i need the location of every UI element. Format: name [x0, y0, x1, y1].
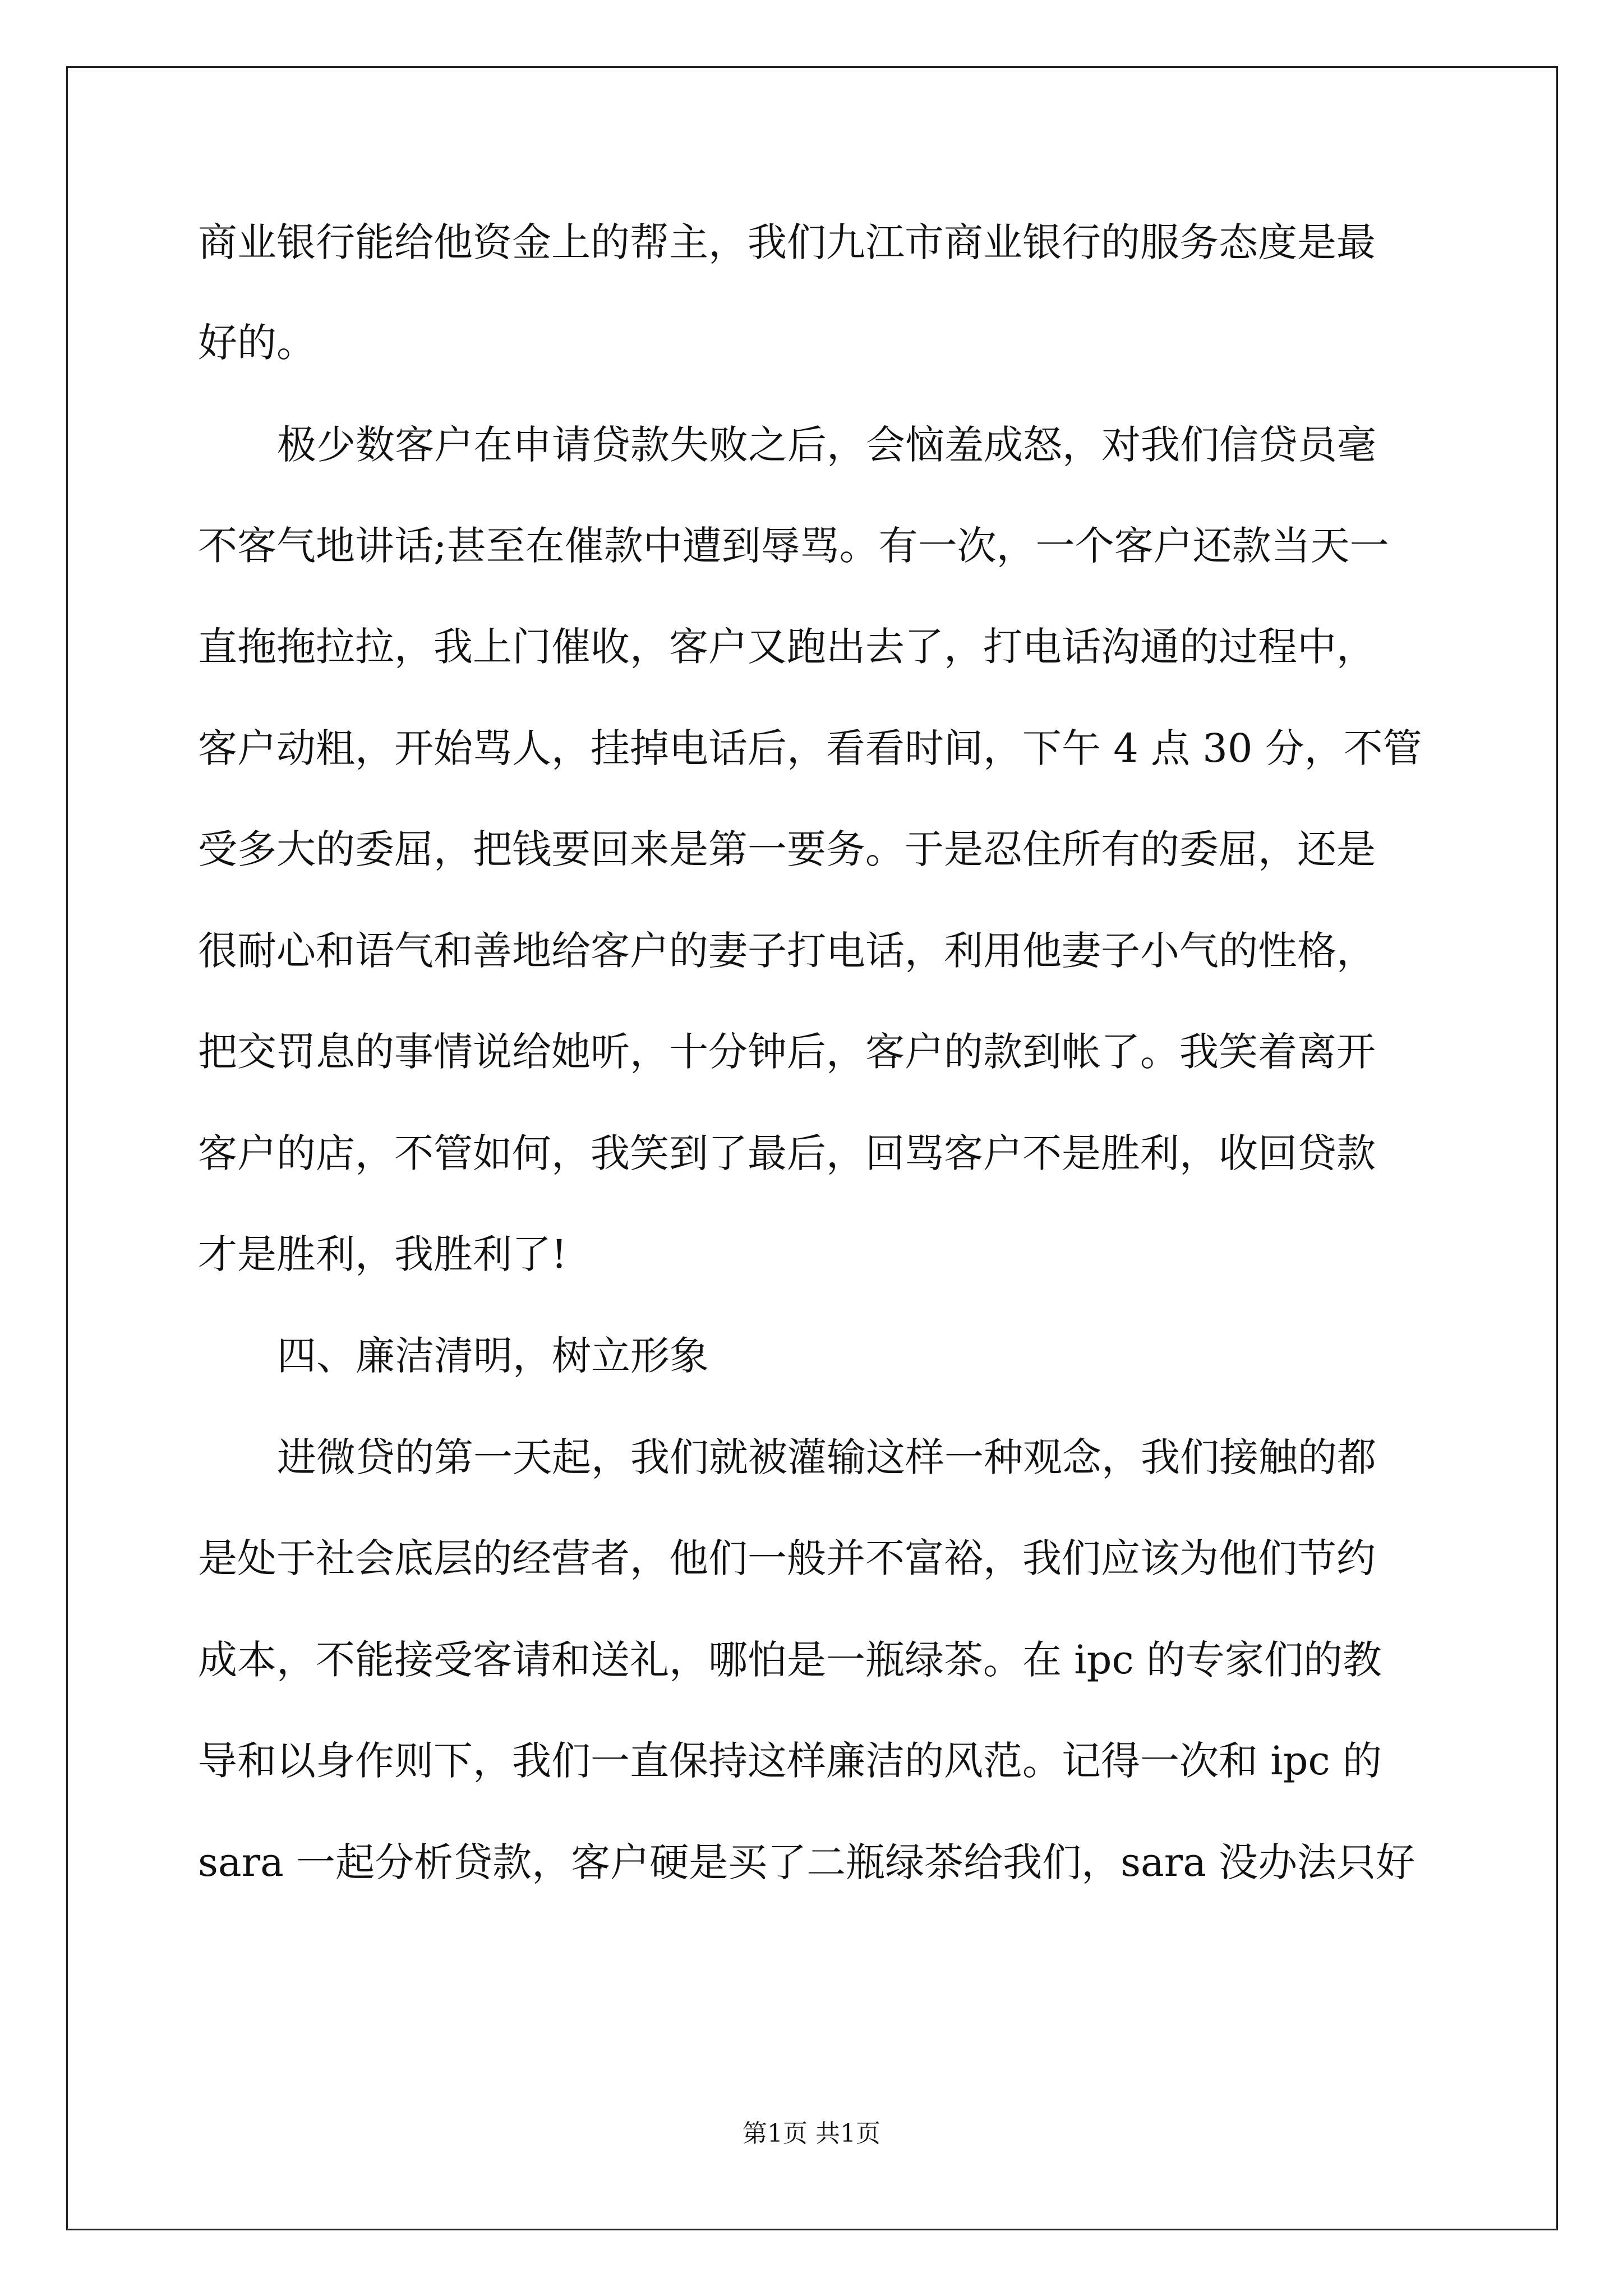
- page-footer: 第1页 共1页: [743, 2119, 880, 2148]
- text-line: 好的。: [198, 320, 316, 366]
- section-heading: 四、廉洁清明，树立形象: [277, 1333, 709, 1379]
- text-line: 把交罚息的事情说给她听，十分钟后，客户的款到帐了。我笑着离开: [198, 1029, 1376, 1075]
- text-line: 客户的店，不管如何，我笑到了最后，回骂客户不是胜利，收回贷款: [198, 1130, 1376, 1176]
- text-line: 直拖拖拉拉，我上门催收，客户又跑出去了，打电话沟通的过程中，: [198, 624, 1376, 670]
- text-line: 商业银行能给他资金上的帮主，我们九江市商业银行的服务态度是最: [198, 219, 1376, 265]
- text-line: 很耐心和语气和善地给客户的妻子打电话，利用他妻子小气的性格，: [198, 928, 1376, 974]
- text-line: 导和以身作则下，我们一直保持这样廉洁的风范。记得一次和 ipc 的: [198, 1738, 1382, 1784]
- text-line: 是处于社会底层的经营者，他们一般并不富裕，我们应该为他们节约: [198, 1535, 1376, 1581]
- text-line: 受多大的委屈，把钱要回来是第一要务。于是忍住所有的委屈，还是: [198, 826, 1376, 872]
- paragraph-first-line: 进微贷的第一天起，我们就被灌输这样一种观念，我们接触的都: [277, 1434, 1376, 1480]
- text-line: 成本，不能接受客请和送礼，哪怕是一瓶绿茶。在 ipc 的专家们的教: [198, 1637, 1382, 1683]
- paragraph-first-line: 极少数客户在申请贷款失败之后，会恼羞成怒，对我们信贷员毫: [277, 422, 1376, 468]
- text-line: sara 一起分析贷款，客户硬是买了二瓶绿茶给我们，sara 没办法只好: [198, 1839, 1415, 1885]
- text-line: 不客气地讲话;甚至在催款中遭到辱骂。有一次，一个客户还款当天一: [198, 523, 1389, 569]
- text-line: 客户动粗，开始骂人，挂掉电话后，看看时间，下午 4 点 30 分，不管: [198, 725, 1422, 771]
- text-line: 才是胜利，我胜利了!: [198, 1231, 568, 1277]
